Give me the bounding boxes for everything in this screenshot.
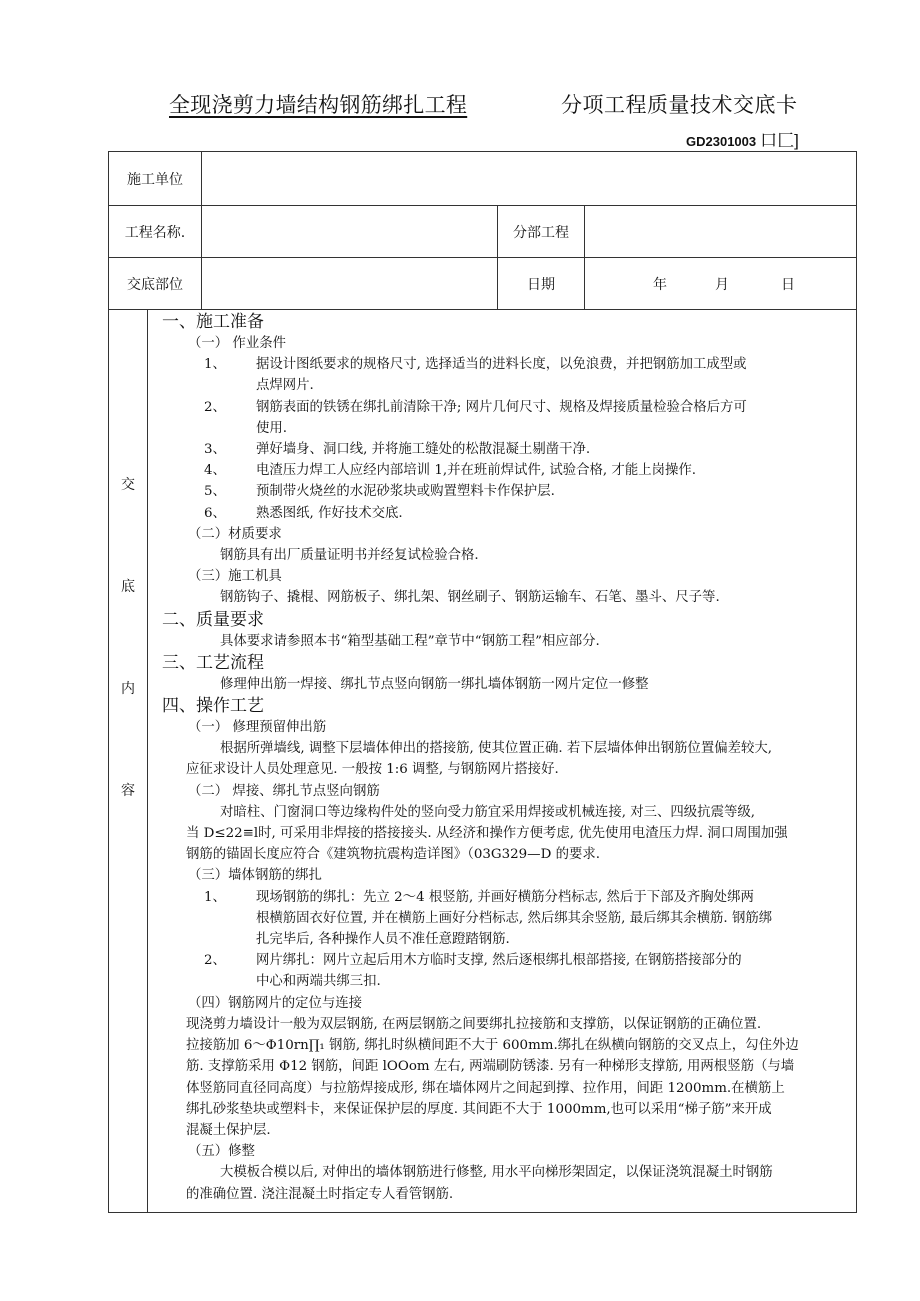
list-item-cont: 根横筋固衣好位置, 并在横筋上画好分档标志, 然后绑其余竖筋, 最后绑其余横筋. 钢筋绑 — [256, 910, 773, 926]
side-char-1: 交 — [121, 477, 135, 493]
list-item-cont: 扎完毕后, 各种操作人员不准任意蹬踏钢筋. — [256, 932, 510, 948]
info-table — [108, 151, 857, 310]
section-4-4-line: 现浇剪力墙设计一般为双层钢筋, 在两层钢筋之间要绑扎拉接筋和支撑筋，以保证钢筋的正确位置. — [186, 1016, 762, 1032]
section-4-heading: 四、操作工艺 — [162, 696, 264, 717]
unit-value[interactable] — [202, 152, 857, 206]
section-1-2-heading: （二）材质要求 — [188, 526, 282, 542]
section-1-1-heading: （一） 作业条件 — [188, 336, 286, 351]
project-value[interactable] — [202, 206, 498, 258]
title-left: 全现浇剪力墙结构钢筋绑扎工程 — [169, 93, 468, 117]
title-right: 分项工程质量技术交底卡 — [561, 93, 798, 117]
section-4-4-line: 混凝土保护层. — [186, 1122, 271, 1138]
list-item-cont: 中心和两端共绑三扣. — [256, 974, 381, 990]
section-4-2-line-2: 当 D≤22≡l时, 可采用非焊接的搭接接头. 从经济和操作方便考虑, 优先使用电渣压力焊. 洞口周围加强 — [186, 826, 788, 842]
section-4-4-line: 绑扎砂浆垫块或塑料卡，来保证保护层的厚度. 其间距不大于 1000mm,也可以采用“梯子筋”来开成 — [186, 1101, 772, 1117]
subproject-label: 分部工程 — [498, 206, 585, 258]
section-4-3-heading: （三）墙体钢筋的绑扎 — [188, 868, 322, 884]
side-label-column — [109, 310, 148, 1212]
section-3-text: 修理伸出筋一焊接、绑扎节点竖向钢筋一绑扎墙体钢筋一网片定位一修整 — [220, 676, 649, 692]
side-char-4: 容 — [121, 783, 135, 799]
list-item: 3、 弹好墙身、洞口线, 并将施工缝处的松散混凝土剔凿干净. — [204, 442, 591, 458]
side-char-3: 内 — [121, 681, 135, 697]
section-4-1-line-2: 应征求设计人员处理意见. 一般按 1:6 调整, 与钢筋网片搭接好. — [186, 762, 559, 778]
section-4-2-heading: （二） 焊接、绑扎节点竖向钢筋 — [188, 783, 380, 799]
date-value[interactable] — [585, 258, 857, 310]
year-label: 年 — [653, 276, 667, 293]
section-4-5-heading: （五）修整 — [188, 1144, 255, 1160]
section-4-4-line: 拉接筋加 6～Φ10rn∏₁ 钢筋, 绑扎时纵横间距不大于 600mm.绑扎在纵横向钢筋的交叉点上，勾住外边 — [186, 1038, 799, 1054]
section-4-2-line-1: 对暗柱、门窗洞口等边缘构件处的竖向受力筋宜采用焊接或机械连接, 对三、四级抗震等级, — [220, 804, 756, 820]
title-bar — [0, 89, 920, 119]
section-4-4-line: 筋. 支撑筋采用 Φ12 钢筋，间距 lOOom 左右, 两端刷防锈漆. 另有一种梯形支撑筋, 用两根竖筋（与墙 — [186, 1059, 795, 1075]
project-label: 工程名称. — [109, 206, 202, 258]
section-4-5-line-1: 大模板合模以后, 对伸出的墙体钢筋进行修整, 用水平向梯形架固定，以保证浇筑混凝土时钢筋 — [220, 1165, 773, 1181]
document-code — [686, 126, 799, 151]
content-box — [108, 310, 857, 1213]
content-body — [154, 310, 858, 1205]
section-4-4-line: 体竖筋同直径同高度）与拉筋焊接成形, 绑在墙体网片之间起到撑、拉作用，间距 1200mm.在横筋上 — [186, 1080, 785, 1096]
section-2-text: 具体要求请参照本书“箱型基础工程”章节中“钢筋工程”相应部分. — [220, 633, 600, 649]
list-item-cont: 使用. — [256, 420, 288, 436]
code-number: GD2301003 — [686, 134, 757, 149]
unit-label: 施工单位 — [109, 152, 202, 206]
section-1-2-text: 钢筋具有出厂质量证明书并经复试检验合格. — [220, 548, 479, 564]
date-label: 日期 — [498, 258, 585, 310]
subproject-value[interactable] — [585, 206, 857, 258]
list-item: 1、 现场钢筋的绑扎：先立 2～4 根竖筋, 并画好横筋分档标志, 然后于下部及齐胸处绑两 — [204, 889, 754, 905]
day-label: 日 — [781, 276, 795, 293]
side-char-2: 底 — [121, 579, 135, 595]
section-4-1-line-1: 根据所弹墙线, 调整下层墙体伸出的搭接筋, 使其位置正确. 若下层墙体伸出钢筋位置偏差较大, — [220, 741, 773, 757]
section-1-3-heading: （三）施工机具 — [188, 569, 282, 585]
section-1-heading: 一、施工准备 — [162, 312, 264, 332]
section-4-1-heading: （一） 修理预留伸出筋 — [188, 720, 327, 736]
section-4-4-heading: （四）钢筋网片的定位与连接 — [188, 995, 363, 1011]
section-1-3-text: 钢筋钩子、撬棍、网筋板子、绑扎架、钢丝刷子、钢筋运输车、石笔、墨斗、尺子等. — [220, 590, 720, 606]
list-item: 2、 钢筋表面的铁锈在绑扎前清除干净; 网片几何尺寸、规格及焊接质量检验合格后方可 — [204, 399, 747, 415]
location-label: 交底部位 — [109, 258, 202, 310]
section-3-heading: 三、工艺流程 — [162, 652, 264, 673]
list-item-cont: 点焊网片. — [256, 378, 314, 394]
month-label: 月 — [715, 276, 729, 293]
list-item: 1、 据设计图纸要求的规格尺寸, 选择适当的进料长度，以免浪费，并把钢筋加工成型或 — [204, 357, 747, 373]
code-mark: 口匚] — [760, 131, 799, 150]
section-4-5-line-2: 的准确位置. 浇注混凝土时指定专人看管钢筋. — [186, 1186, 454, 1202]
list-item: 2、 网片绑扎：网片立起后用木方临时支撑, 然后逐根绑扎根部搭接, 在钢筋搭接部分的 — [204, 953, 742, 969]
list-item: 5、 预制带火烧丝的水泥砂浆块或购置塑料卡作保护层. — [204, 484, 555, 500]
section-4-2-line-3: 钢筋的锚固长度应符合《建筑物抗震构造详图》（03G329—D 的要求. — [186, 847, 600, 863]
list-item: 6、 熟悉图纸, 作好技术交底. — [204, 505, 403, 521]
location-value[interactable] — [202, 258, 498, 310]
section-2-heading: 二、质量要求 — [162, 609, 264, 630]
list-item: 4、 电渣压力焊工人应经内部培训 1,并在班前焊试件, 试验合格, 才能上岗操作. — [204, 463, 697, 479]
